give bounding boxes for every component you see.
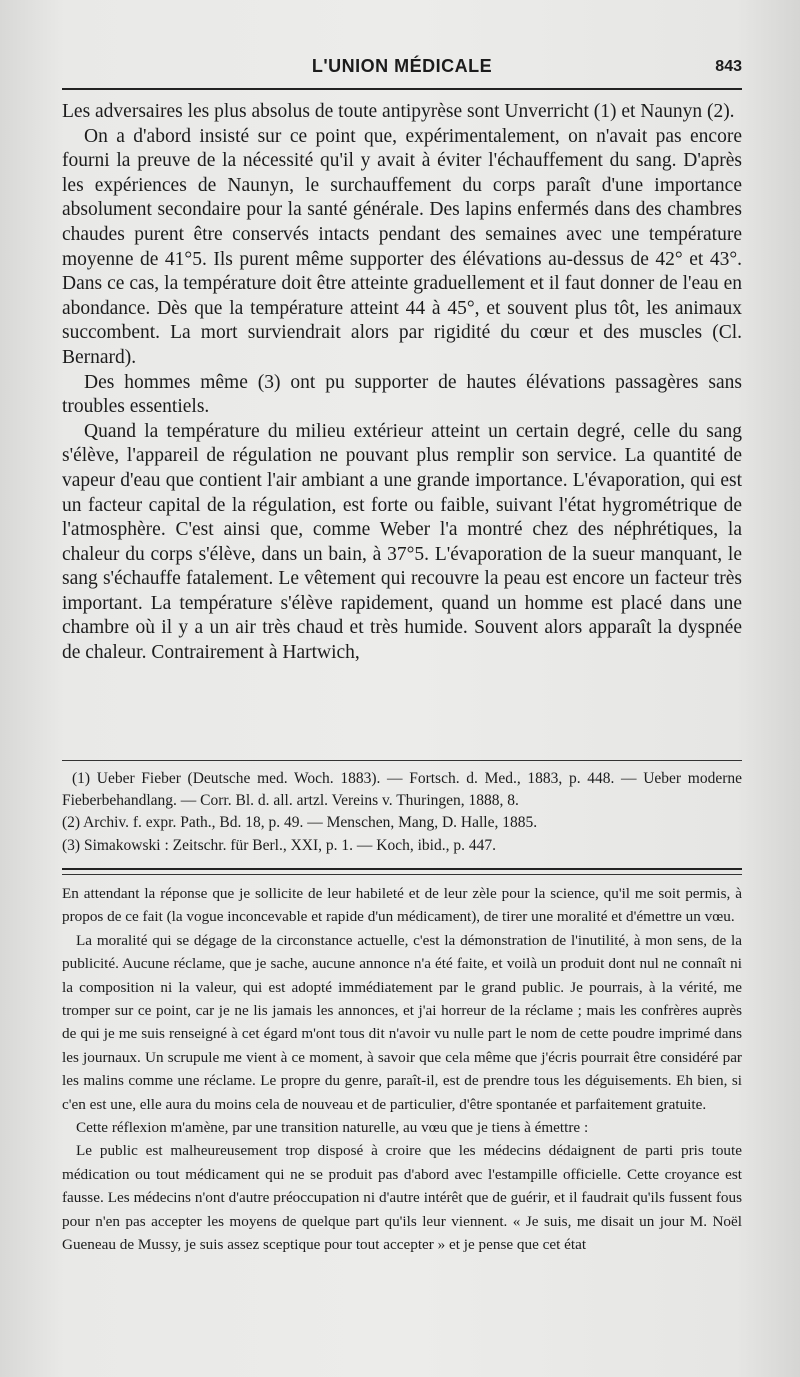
paragraph: On a d'abord insisté sur ce point que, expérimentalement, on n'avait pas encore fourni la preuve de la nécessité qu'il y avait à éviter l'échauffement du sang. D'après les expériences de Naunyn, le surchauffement du corps paraît d'une importance absolument secondaire pour la santé générale. Des lapins enfermés dans des chambres chaudes purent être conservés intacts pendant des semaines avec une température moyenne de 41°5. Ils purent même supporter des élévations au-dessus de 42° et 43°. Dans ce cas, la température doit être atteinte graduellement et il faut donner de l'eau en abondance. Dès que la température atteint 44 à 45°, et souvent plus tôt, les animaux succombent. La mort surviendrait alors par rigidité du cœur et des muscles (Cl. Bernard). <box>62 125 742 368</box>
paragraph: Les adversaires les plus absolus de toute antipyrèse sont Unverricht (1) et Naunyn (2). <box>62 101 735 122</box>
running-head <box>62 52 742 82</box>
page-number: 843 <box>715 58 742 75</box>
paragraph: Quand la température du milieu extérieur atteint un certain degré, celle du sang s'élève, l'appareil de régulation ne pouvant plus remplir son service. La quantité de vapeur d'eau que contient l'air ambiant a une grande importance. L'évaporation, qui est un facteur capital de la régulation, est forte ou faible, suivant l'état hygrométrique de l'atmosphère. C'est ainsi que, comme Weber l'a montré chez des néphrétiques, la chaleur du corps s'élève, dans un bain, à 37°5. L'évaporation de la sueur manquant, le sang s'échauffe fatalement. Le vêtement qui recouvre la peau est encore un facteur très important. La température s'élève rapidement, quand un homme est placé dans une chambre où il y a un air très chaud et très humide. Souvent alors apparaît la dyspnée de chaleur. Contrairement à Hartwich, <box>62 420 742 664</box>
footnote: (2) Archiv. f. expr. Path., Bd. 18, p. 49. — Menschen, Mang, D. Halle, 1885. <box>62 814 538 832</box>
footnote: (3) Simakowski : Zeitschr. für Berl., XXI, p. 1. — Koch, ibid., p. 447. <box>62 836 496 854</box>
paragraph: Des hommes même (3) ont pu supporter de hautes élévations passagères sans troubles essentiels. <box>62 371 742 418</box>
paragraph: Le public est malheureusement trop disposé à croire que les médecins dédaignent de parti pris toute médication ou tout médicament qui ne se produit pas d'abord avec l'estampille officielle. Cette croyance est fausse. Les médecins n'ont d'autre préoccupation ni d'autre intérêt que de guérir, et il faudrait qu'ils fussent fous pour n'en pas accepter les moyens de quelque part qu'ils leur viennent. « Je suis, me disait un jour M. Noël Gueneau de Mussy, je suis assez sceptique pour tout accepter » et je pense que cet état <box>62 1142 742 1254</box>
journal-title: L'UNION MÉDICALE <box>311 56 493 76</box>
feuilleton-separator <box>62 868 742 875</box>
paragraph: En attendant la réponse que je sollicite de leur habileté et de leur zèle pour la science, qu'il me soit permis, à propos de ce fait (la vogue inconcevable et rapide d'un médicament), de tirer une moralité et d'émettre un vœu. <box>62 885 742 926</box>
main-article <box>62 100 742 666</box>
footnote: (1) Ueber Fieber (Deutsche med. Woch. 1883). — Fortsch. d. Med., 1883, p. 448. — Ueber moderne Fieberbehandlang. — Corr. Bl. d. all. artzl. Vereins v. Thuringen, 1888, 8. <box>62 770 742 810</box>
header-rule <box>62 88 742 90</box>
paragraph: Cette réflexion m'amène, par une transition naturelle, au vœu que je tiens à émettre : <box>76 1119 589 1137</box>
footnote-rule <box>62 760 742 761</box>
footnotes <box>62 768 742 857</box>
paragraph: La moralité qui se dégage de la circonstance actuelle, c'est la démonstration de l'inutilité, à mon sens, de la publicité. Aucune réclame, que je sache, aucune annonce n'a été faite, et voilà un produit dont nul ne connaît ni la composition ni la valeur, qui est adopté immédiatement par le grand public. Je pourrais, à la vérité, me tromper sur ce point, car je ne lis jamais les annonces, et j'ai horreur de la réclame ; mais les confrères auprès de qui je me suis renseigné à cet égard m'ont tous dit n'avoir vu nulle part le nom de cette poudre imprimé dans les journaux. Un scrupule me vient à ce moment, à savoir que cela même que j'écris pourrait être considéré par les malins comme une réclame. Le propre du genre, paraît-il, est de prendre tous les déguisements. Eh bien, si c'en est une, elle aura du moins cela de nouveau et de particulier, d'être spontanée et parfaitement gratuite. <box>62 931 742 1113</box>
feuilleton <box>62 882 742 1257</box>
